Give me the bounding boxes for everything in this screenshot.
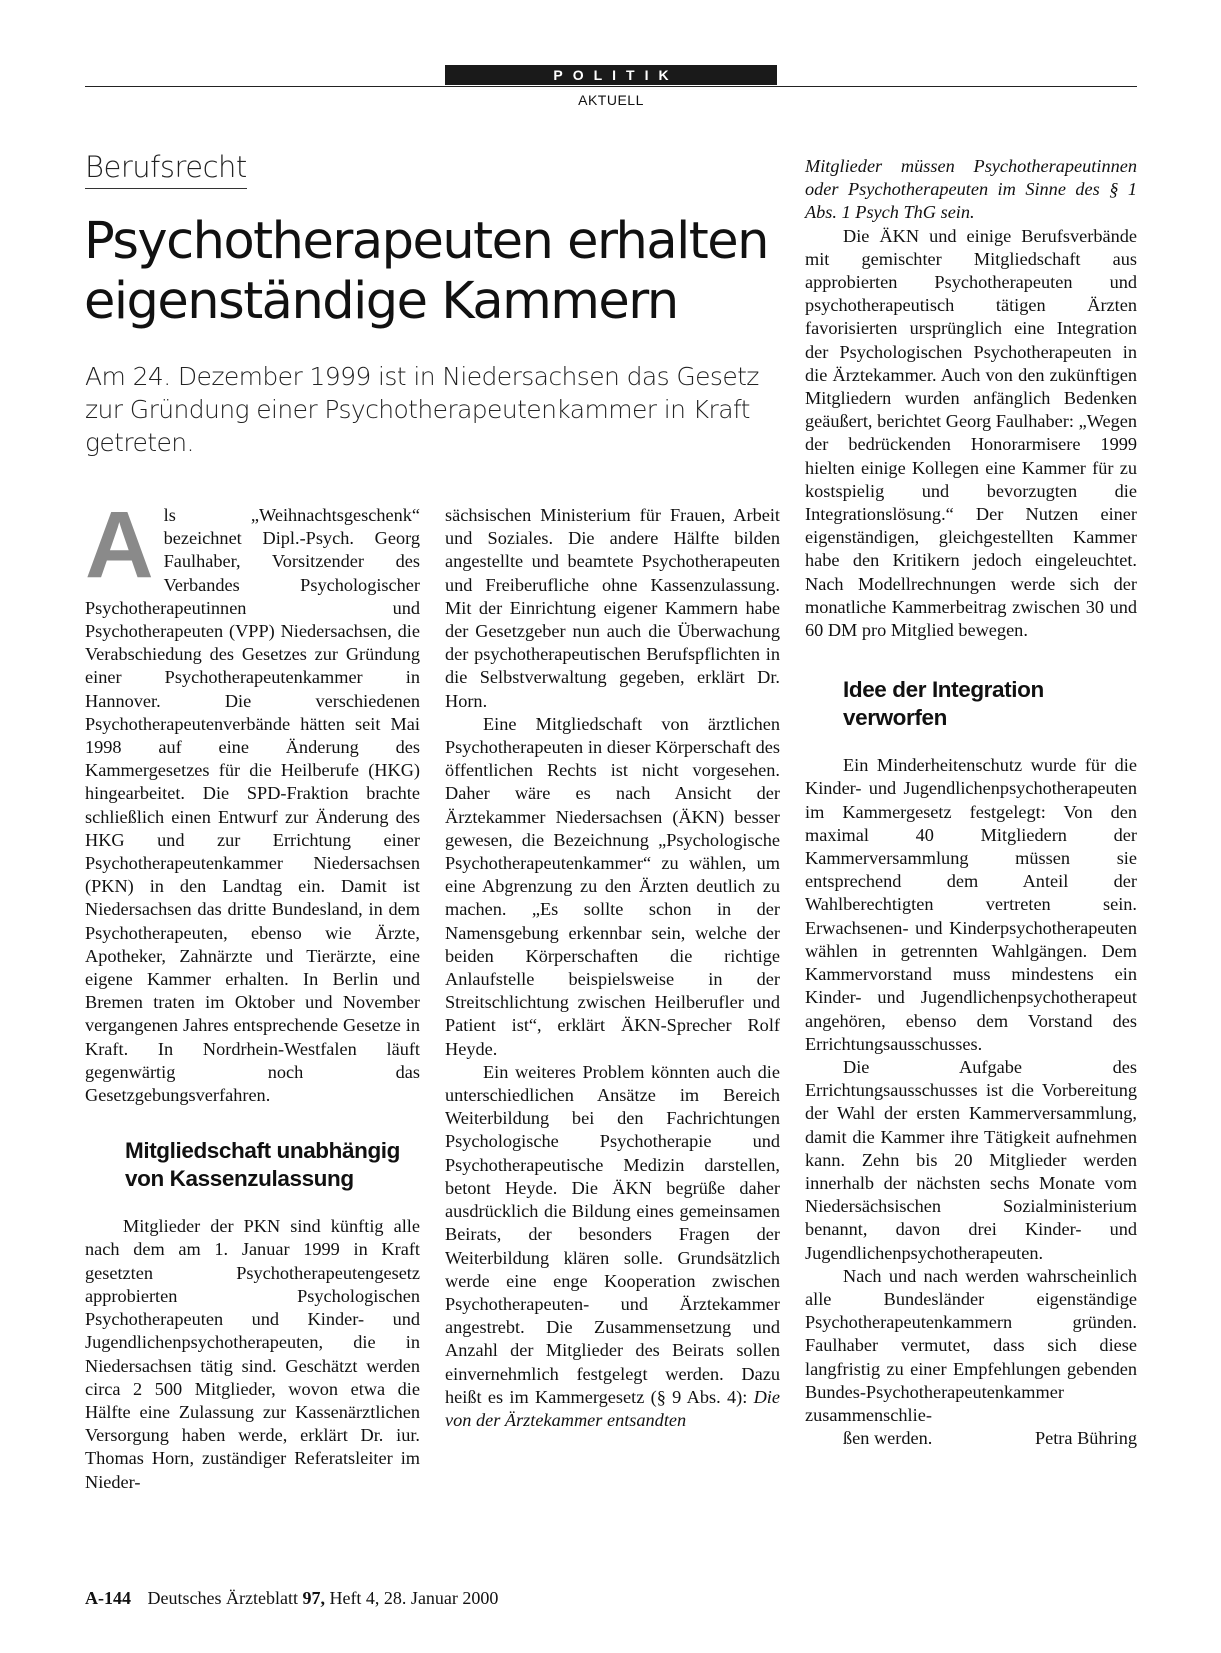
closing-line [805, 1427, 1137, 1450]
column-1 [85, 492, 420, 1494]
column-3 [805, 155, 1137, 1450]
law-quote: Die von der Ärztekammer entsandten [445, 1386, 780, 1430]
subheading: Mitgliedschaft unabhängig von Kassenzulassung [125, 1138, 400, 1192]
author-name: Petra Bühring [1034, 1428, 1137, 1449]
header-rule [85, 86, 1137, 87]
paragraph: Ein Minderheitenschutz wurde für die Kinder- und Jugendlichenpsychotherapeuten im Kammergesetz festgelegt: Von den maximal 40 Mitgliedern der Kammerversammlung müssen sie entsprechend dem Anteil der Wahlberechtigten vertreten sein. Erwachsenen- und Kinderpsychotherapeuten wählen in getrennten Wahlgängen. Dem Kammervorstand muss mindestens ein Kinder- und Jugendlichenpsychotherapeut angehören, ebenso dem Vorstand des Errichtungsausschusses. [805, 755, 1137, 1054]
article-headline [84, 212, 784, 332]
headline-line-2: eigenständige Kammern [84, 272, 678, 331]
paragraph: Mitglieder der PKN sind künftig alle nach dem am 1. Januar 1999 in Kraft gesetzten Psychotherapeutengesetz approbierten Psychologischen Psychotherapeuten und Kinder- und Jugendlichenpsychotherapeuten, die in Niedersachsen tätig sind. Geschätzt werden circa 2 500 Mitglieder, wovon etwa die Hälfte eine Zulassung zur Kassenärztlichen Versorgung haben werde, erklärt Dr. iur. Thomas Horn, zuständiger Referatsleiter im Nieder- [85, 1216, 420, 1492]
journal-issue: Heft 4, 28. Januar 2000 [329, 1588, 499, 1608]
page-footer [85, 1588, 498, 1609]
page-number: A-144 [85, 1588, 131, 1608]
paragraph-text: Ein weiteres Problem könnten auch die unterschiedlichen Ansätze im Bereich Weiterbildung bei den Fachrichtungen Psychologische Psychotherapie und Psychotherapeutische Medizin darstellen, betont Heyde. Die ÄKN begrüße daher ausdrücklich die Bildung eines gemeinsamen Beirats, der besonders Fragen der Weiterbildung klären solle. Grundsätzlich werde eine enge Kooperation zwischen Psychotherapeuten- und Ärztekammer angestrebt. Die Zusammensetzung und Anzahl der Mitglieder des Beirats sollen einvernehmlich festgelegt werden. Dazu heißt es im Kammergesetz (§ 9 Abs. 4): [445, 1061, 780, 1407]
paragraph [445, 1061, 780, 1432]
paragraph: Die Aufgabe des Errichtungsausschusses ist die Vorbereitung der Wahl der ersten Kammerversammlung, damit die Kammer ihre Tätigkeit aufnehmen kann. Zehn bis 20 Mitglieder werden innerhalb der nächsten sechs Monate vom Niedersächsischen Sozialministerium benannt, davon drei Kinder- und Jugendlichenpsychotherapeuten. [805, 1056, 1137, 1263]
journal-name: Deutsches Ärzteblatt [147, 1588, 298, 1608]
section-label: POLITIK [445, 65, 777, 85]
subheading: Idee der Integration verworfen [843, 677, 1044, 731]
paragraph: Die ÄKN und einige Berufsverbände mit gemischter Mitgliedschaft aus approbierten Psychotherapeuten und psychotherapeutisch tätigen Ärzten favorisierten ursprünglich eine Integration der Psychologischen Psychotherapeuten in die Ärztekammer. Auch von den zukünftigen Mitgliedern wurden anfänglich Bedenken geäußert, berichtet Georg Faulhaber: „Wegen der bedrückenden Honorarmisere 1999 hielten einige Kollegen eine Kammer für zu kostspielig und bevorzugten die Integrationslösung.“ Der Nutzen einer eigenständigen, gleichgestellten Kammer habe den Kritikern jedoch eingeleuchtet. Nach Modellrechnungen werde sich der monatliche Kammerbeitrag zwischen 30 und 60 DM pro Mitglied bewegen. [805, 225, 1137, 641]
article-rubric: Berufsrecht [85, 150, 247, 189]
paragraph: sächsischen Ministerium für Frauen, Arbeit und Soziales. Die andere Hälfte bilden angestellte und beamtete Psychotherapeuten und Freiberufliche ohne Kassenzulassung. Mit der Einrichtung eigener Kammern habe der Gesetzgeber nun auch die Überwachung der psychotherapeutischen Berufspflichten in die Selbstverwaltung gegeben, erklärt Dr. Horn. [445, 505, 780, 711]
subsection-label: AKTUELL [578, 92, 644, 108]
paragraph: Nach und nach werden wahrscheinlich alle Bundesländer eigenständige Psychotherapeutenkammern gründen. Faulhaber vermutet, dass sich diese langfristig zu einer Empfehlungen gebenden Bundes-Psychotherapeutenkammer zusammenschlie- [805, 1265, 1137, 1425]
paragraph [85, 492, 420, 1107]
paragraph: Eine Mitgliedschaft von ärztlichen Psychotherapeuten in dieser Körperschaft des öffentlichen Rechts ist nicht vorgesehen. Daher wäre es nach Ansicht der Ärztekammer Niedersachsen (ÄKN) besser gewesen, die Bezeichnung „Psychologische Psychotherapeutenkammer“ zu wählen, um eine Abgrenzung zu den Ärzten deutlich zu machen. „Es sollte schon in der Namensgebung erkennbar sein, welche der beiden Körperschaften die richtige Anlaufstelle beispielsweise in der Streitschlichtung zwischen Heilberufler und Patient ist“, erklärt ÄKN-Sprecher Rolf Heyde. [445, 713, 780, 1059]
paragraph-text: ßen werden. [843, 1428, 933, 1449]
paragraph-text: ls „Weihnachtsgeschenk“ bezeichnet Dipl.-Psych. Georg Faulhaber, Vorsitzender des Verbandes Psychologischer Psychotherapeutinnen und Psychotherapeuten (VPP) Niedersachsen, die Verabschiedung des Gesetzes zur Gründung einer Psychotherapeutenkammer in Hannover. Die verschiedenen Psychotherapeutenverbände hätten seit Mai 1998 auf eine Änderung des Kammergesetzes für die Heilberufe (HKG) hingearbeitet. Die SPD-Fraktion brachte schließlich einen Entwurf zur Änderung des HKG und zur Errichtung einer Psychotherapeutenkammer Niedersachsen (PKN) in den Landtag ein. Damit ist Niedersachsen das dritte Bundesland, in dem Psychotherapeuten, ebenso wie Ärzte, Apotheker, Zahnärzte und Tierärzte, eine eigene Kammer erhalten. In Berlin und Bremen traten im Oktober und November vergangenen Jahres entsprechende Gesetze in Kraft. In Nordrhein-Westfalen läuft gegenwärtig noch das Gesetzgebungsverfahren. [85, 505, 420, 1106]
article-deck: Am 24. Dezember 1999 ist in Niedersachsen das Gesetz zur Gründung einer Psychotherapeutenkammer in Kraft getreten. [85, 362, 759, 457]
journal-volume: 97, [302, 1588, 325, 1608]
headline-line-1: Psychotherapeuten erhalten [84, 212, 768, 271]
law-quote-continued: Mitglieder müssen Psychotherapeutinnen oder Psychotherapeuten im Sinne des § 1 Abs. 1 Psych ThG sein. [805, 156, 1137, 223]
drop-cap: A [85, 492, 154, 598]
column-2 [445, 504, 780, 1432]
